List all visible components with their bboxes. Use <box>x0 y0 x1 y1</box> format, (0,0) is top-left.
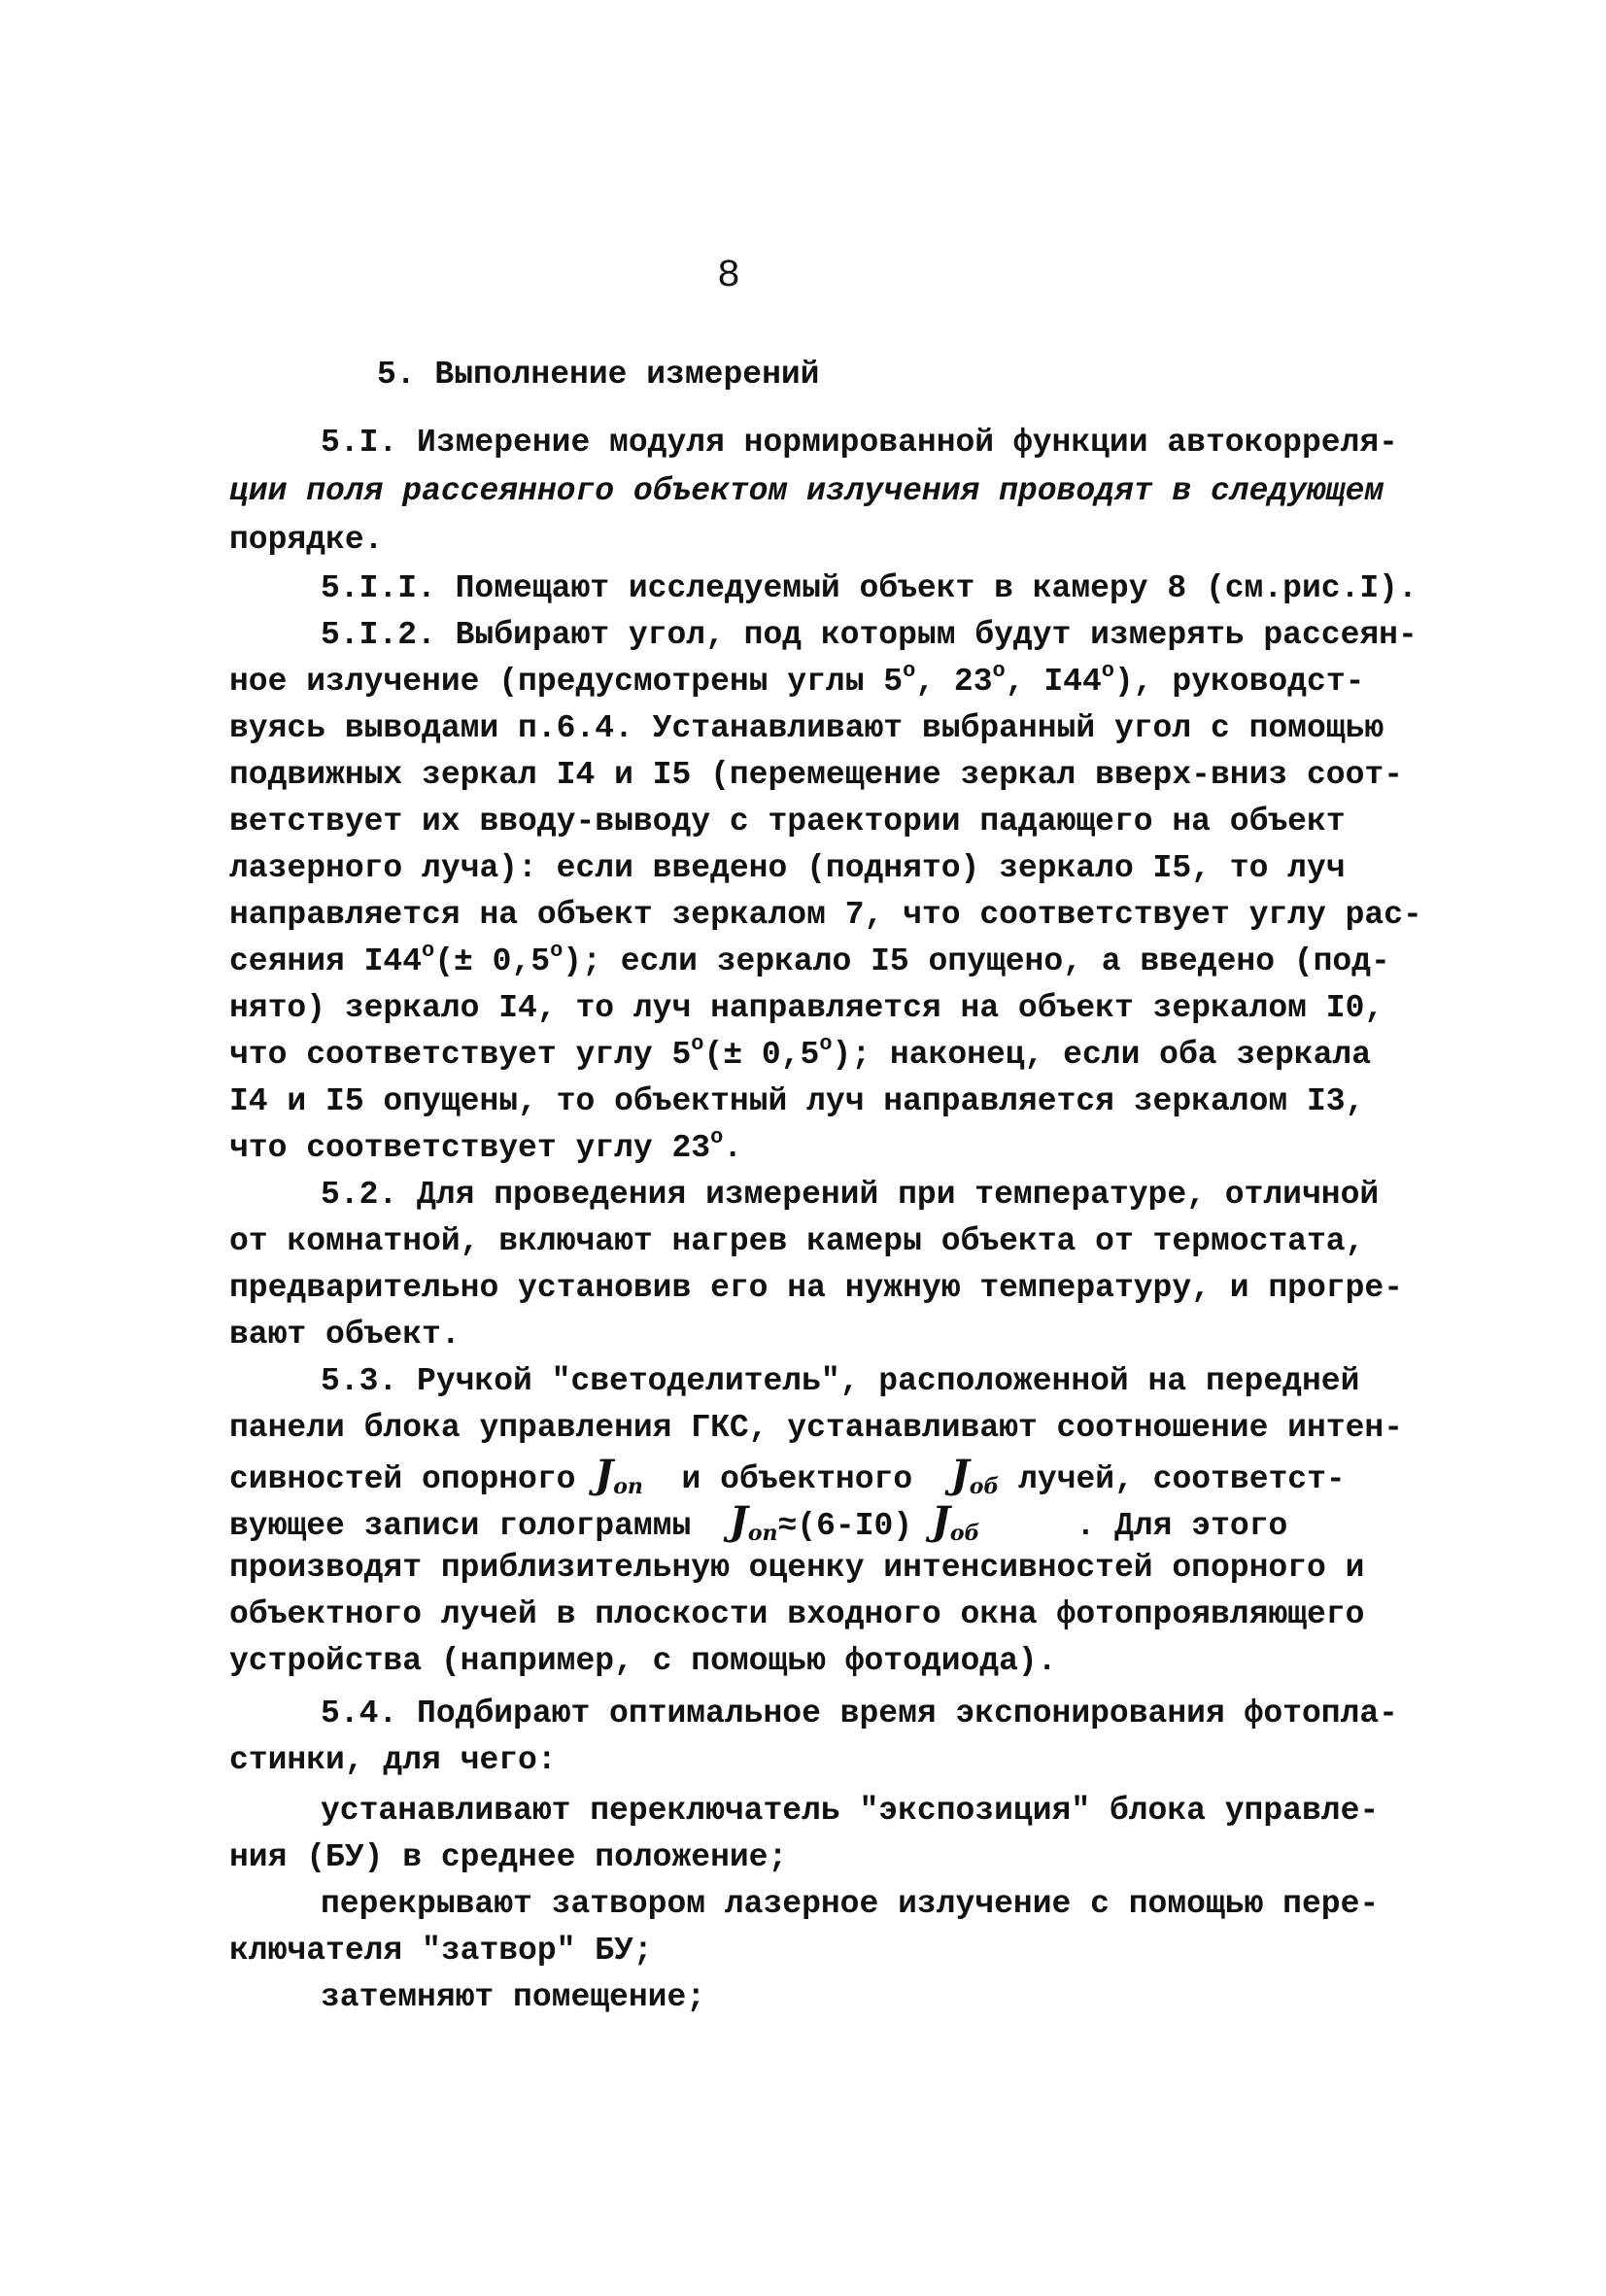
p51-line-1: 5.I. Измерение модуля нормированной функции автокорреля- <box>321 425 1398 461</box>
p53-line-3: сивностей опорного $J_{оп}$ и объектного $J_{об}$ лучей, соответст- <box>229 1452 1346 1499</box>
j-on-symbol: $J_{оп}$ <box>595 1452 643 1499</box>
p512-line-8: сеяния $I44^о(\pm 0,5^о)$; если зеркало I5 опущено, а введено (под- <box>229 939 1390 979</box>
p52-line-3: предварительно установив его на нужную температуру, и прогре- <box>229 1270 1403 1306</box>
j-ob-symbol: $J_{об}$ <box>950 1452 1000 1499</box>
p512-line-1: 5.I.2. Выбирают угол, под которым будут измерять рассеян- <box>321 617 1418 653</box>
p53-line-4: вующее записи голограммы $J_{оп}\approx(6-I0)$ $J_{об}$ . Для этого <box>229 1498 1288 1546</box>
p52-line-2: от комнатной, включают нагрев камеры объекта от термостата, <box>229 1223 1365 1259</box>
p52-line-4: вают объект. <box>229 1317 461 1353</box>
p51-line-2: ции поля рассеянного объектом излучения проводят в следующем <box>229 473 1384 509</box>
p512-line-11: I4 и I5 опущены, то объектный луч направляется зеркалом I3, <box>229 1083 1365 1119</box>
p51-line-3: порядке. <box>229 522 384 558</box>
p54-line-2: стинки, для чего: <box>229 1742 557 1778</box>
p512-line-12: что соответствует углу $23^о$. <box>229 1125 743 1166</box>
p54-line-3: устанавливают переключатель "экспозиция" блока управле- <box>321 1793 1380 1829</box>
p52-line-1: 5.2. Для проведения измерений при температуре, отличной <box>321 1177 1380 1213</box>
p53-line-5: производят приблизительную оценку интенсивностей опорного и <box>229 1550 1365 1586</box>
ratio-formula: $J_{оп}$ <box>729 1498 778 1546</box>
p53-line-2: панели блока управления ГКС, устанавливают соотношение интен- <box>229 1410 1403 1446</box>
p512-line-7: направляется на объект зеркалом 7, что соответствует углу рас- <box>229 897 1422 933</box>
p53-line-7: устройства (например, с помощью фотодиода). <box>229 1643 1057 1679</box>
p512-line-5: ветствует их вводу-выводу с траектории падающего на объект <box>229 804 1346 840</box>
p54-line-7: затемняют помещение; <box>321 1979 706 2015</box>
p512-line-9: нято) зеркало I4, то луч направляется на объект зеркалом I0, <box>229 990 1384 1026</box>
page-number: 8 <box>717 255 741 298</box>
p512-line-2: ное излучение (предусмотрены углы $5^о$, $23^о$, $I44^о$), руководст- <box>229 659 1365 700</box>
p512-line-3: вуясь выводами п.6.4. Устанавливают выбранный угол с помощью <box>229 710 1384 746</box>
p54-line-5: перекрывают затвором лазерное излучение с помощью пере- <box>321 1886 1380 1922</box>
p54-line-4: ния (БУ) в среднее положение; <box>229 1839 788 1875</box>
p511-line: 5.I.I. Помещают исследуемый объект в камеру 8 (см.рис.I). <box>321 570 1418 606</box>
section-heading: 5. Выполнение измерений <box>377 357 820 393</box>
p54-line-6: ключателя "затвор" БУ; <box>229 1933 653 1969</box>
p512-line-4: подвижных зеркал I4 и I5 (перемещение зеркал вверх-вниз соот- <box>229 757 1403 793</box>
p512-line-6: лазерного луча): если введено (поднято) зеркало I5, то луч <box>229 850 1346 886</box>
p53-line-6: объектного лучей в плоскости входного окна фотопроявляющего <box>229 1596 1365 1632</box>
p53-line-1: 5.3. Ручкой "светоделитель", расположенной на передней <box>321 1363 1360 1399</box>
p512-line-10: что соответствует углу $5^о(\pm 0,5^о)$; наконец, если оба зеркала <box>229 1032 1372 1073</box>
p54-line-1: 5.4. Подбирают оптимальное время экспонирования фотопла- <box>321 1696 1398 1731</box>
